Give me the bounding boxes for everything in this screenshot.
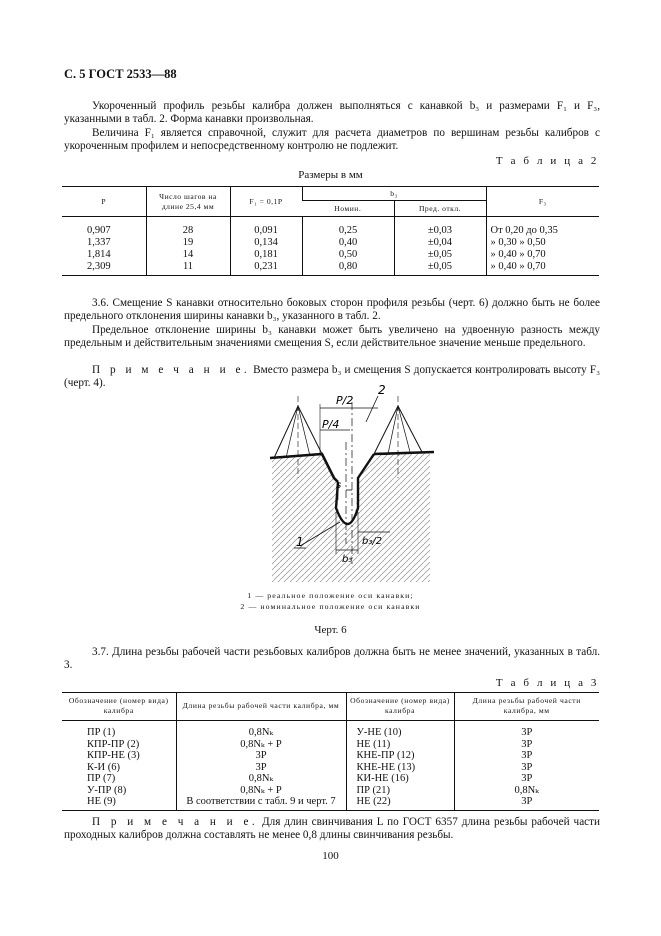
table-row [62, 773, 599, 785]
t2-header-nom: Номин. [302, 201, 394, 217]
t2-cell: 2,309 [62, 261, 146, 276]
t2-cell: 0,231 [230, 261, 302, 276]
note-2-text: Для длин свинчивания L по ГОСТ 6357 длина резьбы рабочей части проходных калибров должна составлять не менее 0,8 длины свинчивания резьбы. [64, 816, 600, 841]
note-2-label: П р и м е ч а н и е. [92, 816, 259, 828]
label-axis-2: 2 [378, 383, 386, 397]
label-axis-1: 1 [296, 535, 304, 549]
t2-cell: 0,25 [302, 217, 394, 238]
t3-cell: КПР-НЕ (3) [87, 750, 140, 761]
t2-cell: 14 [146, 249, 230, 261]
table-3 [62, 692, 599, 811]
t2-cell: ±0,05 [394, 249, 486, 261]
t3-cell: 3P [176, 762, 346, 774]
figure-legend-1: 1 — реальное положение оси канавки; [247, 591, 414, 600]
table-row [62, 762, 599, 774]
t3-cell: 0,8Nₖ + P [176, 785, 346, 797]
table-row [62, 721, 599, 739]
t3-header-length: Длина резьбы рабочей части калибра, мм [176, 693, 346, 721]
t2-cell: » 0,40 » 0,70 [486, 261, 599, 276]
t2-header-dev: Пред. откл. [394, 201, 486, 217]
t3-cell: 3P [176, 750, 346, 762]
paragraph-f1: Величина F₁ является справочной, служит для расчета диаметров по вершинам резьбы калибров с укороченным профилем и непосредственному контролю не подлежит. [64, 127, 600, 152]
t2-cell: » 0,30 » 0,50 [486, 237, 599, 249]
t2-header-p: P [62, 187, 146, 217]
t3-cell: 3P [454, 739, 599, 751]
t3-cell: НЕ (11) [346, 739, 454, 751]
t3-cell: 3P [454, 773, 599, 785]
t3-cell: 0,8Nₖ + P [176, 739, 346, 751]
t3-cell: КИ-НЕ (16) [346, 773, 454, 785]
t3-cell: КНЕ-ПР (12) [346, 750, 454, 762]
t2-cell: ±0,05 [394, 261, 486, 276]
t2-header-b3: b₃ [302, 187, 486, 201]
t3-cell: ПР (1) [87, 727, 116, 738]
note-1-text: Вместо размера b₃ и смещения S допускается контролировать высоту F₃ (черт. 4). [64, 364, 600, 389]
t3-cell: 0,8Nₖ [176, 721, 346, 739]
label-b3-half: b₃/2 [362, 536, 383, 547]
t3-cell: КНЕ-НЕ (13) [346, 762, 454, 774]
t2-cell: 0,181 [230, 249, 302, 261]
label-offset-s: s [336, 480, 342, 491]
t2-cell: От 0,20 до 0,35 [486, 217, 599, 238]
t3-cell: КПР-ПР (2) [87, 738, 140, 750]
t2-cell: 28 [146, 217, 230, 238]
t2-cell: 0,80 [302, 261, 394, 276]
table-2 [62, 186, 599, 276]
t2-header-f3: F₃ [486, 187, 599, 217]
table-row [62, 739, 599, 751]
t3-cell: НЕ (22) [346, 796, 454, 810]
t2-cell: » 0,40 » 0,70 [486, 249, 599, 261]
table-row [62, 217, 599, 238]
t3-cell: ПР (7) [87, 773, 116, 784]
table2-caption: Т а б л и ц а 2 [495, 155, 599, 167]
t3-cell: ПР (21) [346, 785, 454, 797]
paragraph-profile: Укороченный профиль резьбы калибра должен выполняться с канавкой b₃ и размерами F₁ и F₃, указанными в табл. 2. Форма канавки произвольная. [64, 100, 600, 125]
t3-cell: НЕ (9) [62, 796, 176, 810]
t3-cell: 3P [454, 750, 599, 762]
t3-cell: В соответствии с табл. 9 и черт. 7 [176, 796, 346, 810]
t2-cell: 0,134 [230, 237, 302, 249]
table-row [62, 237, 599, 249]
note-1-label: П р и м е ч а н и е. [92, 364, 251, 376]
t2-cell: 0,907 [87, 225, 111, 236]
t3-cell: 0,8Nₖ [176, 773, 346, 785]
t3-header-designation: Обозначение (номер вида) калибра [62, 693, 176, 721]
paragraph-3-6-deviation: Предельное отклонение ширины b₃ канавки может быть увеличено на удвоенную разность между предельным и действительным значениями смещения S, если действительное значение меньше предельного. [64, 324, 600, 349]
t2-cell: 1,337 [87, 237, 111, 248]
t2-cell: 19 [146, 237, 230, 249]
table-row [62, 261, 599, 276]
t2-cell: 11 [146, 261, 230, 276]
figure-caption: Черт. 6 [314, 624, 347, 636]
t2-header-f1: F₁ = 0,1P [230, 187, 302, 217]
table-row [62, 249, 599, 261]
paragraph-3-7: 3.7. Длина резьбы рабочей части резьбовых калибров должна быть не менее значений, указанных в табл. 3. [64, 646, 600, 671]
t3-header-length-2: Длина резьбы рабочей части калибра, мм [454, 693, 599, 721]
paragraph-3-6: 3.6. Смещение S канавки относительно боковых сторон профиля резьбы (черт. 6) должно быть не более предельного отклонения ширины канавки b₃, указанного в табл. 2. [64, 297, 600, 322]
t3-cell: 3P [454, 762, 599, 774]
t2-cell: 0,40 [302, 237, 394, 249]
t2-cell: 0,091 [230, 217, 302, 238]
thread-groove-drawing [250, 382, 450, 582]
table-row [62, 796, 599, 810]
table-row [62, 750, 599, 762]
t3-cell: У-ПР (8) [87, 784, 127, 796]
page-header: С. 5 ГОСТ 2533—88 [64, 67, 177, 81]
label-p-quarter: P/4 [322, 418, 340, 431]
t3-header-designation-2: Обозначение (номер вида) калибра [346, 693, 454, 721]
t2-header-steps: Число шагов на длине 25,4 мм [146, 187, 230, 217]
t3-cell: 3P [454, 796, 599, 810]
label-b3: b₃ [342, 554, 353, 565]
page-number: 100 [322, 850, 339, 862]
t2-cell: ±0,04 [394, 237, 486, 249]
t3-cell: К-И (6) [87, 761, 120, 773]
t3-cell: 0,8Nₖ [454, 785, 599, 797]
table3-caption: Т а б л и ц а 3 [495, 677, 599, 689]
t2-cell: 1,814 [87, 249, 111, 260]
t2-cell: 0,50 [302, 249, 394, 261]
label-p-half: P/2 [336, 394, 354, 407]
figure-legend-2: 2 — номинальное положение оси канавки [240, 602, 421, 611]
t3-cell: 3P [454, 721, 599, 739]
table2-units: Размеры в мм [298, 169, 363, 181]
t3-cell: У-НЕ (10) [346, 721, 454, 739]
note-2 [64, 816, 600, 842]
t2-cell: ±0,03 [394, 217, 486, 238]
table-row [62, 785, 599, 797]
